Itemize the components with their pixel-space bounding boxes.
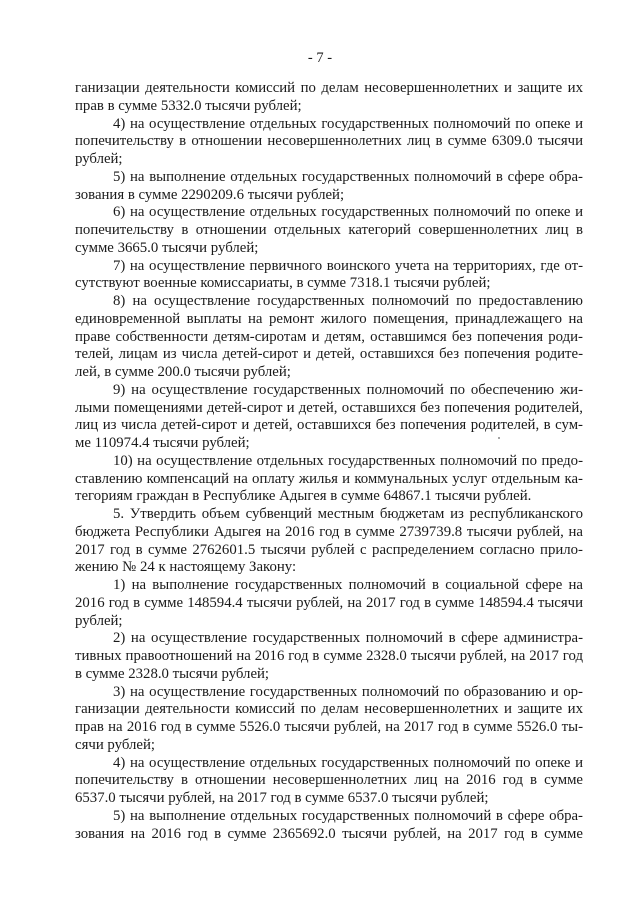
document-body <box>75 80 583 843</box>
text-line: сумме 3665.0 тысячи рублей; <box>75 239 259 256</box>
text-line: в сумме 2328.0 тысячи рублей; <box>75 665 270 682</box>
text-line: жению № 24 к настоящему Закону: <box>75 559 297 576</box>
text-line: 6537.0 тысячи рублей, на 2017 год в сумме 6537.0 тысячи рублей; <box>75 790 489 806</box>
text-line: ме 110974.4 тысячи рублей; <box>75 435 250 451</box>
text-line: 5. Утвердить объем субвенций местным бюджетам из республиканского <box>113 506 583 522</box>
text-line: лиц из числа детей-сирот и детей, оставшихся без попечения родителей, в сум- <box>75 417 583 434</box>
text-line: 5) на выполнение отдельных государственных полномочий в сфере обра- <box>113 168 583 185</box>
page-number: - 7 - <box>307 50 333 66</box>
text-line: 9) на осуществление государственных полномочий по обеспечению жи- <box>113 381 583 398</box>
text-line: 4) на осуществление отдельных государственных полномочий по опеке и <box>113 754 583 771</box>
text-line: 5) на выполнение отдельных государственных полномочий в сфере обра- <box>113 807 583 824</box>
text-line: прав в сумме 5332.0 тысячи рублей; <box>75 97 302 114</box>
text-line: 6) на осуществление отдельных государственных полномочий по опеке и <box>113 204 583 221</box>
text-line: 2) на осуществление государственных полномочий в сфере администра- <box>113 630 583 647</box>
text-line: 8) на осуществление государственных полномочий по предоставлению <box>113 293 583 309</box>
scan-speck <box>498 437 500 439</box>
text-line: рублей; <box>75 612 123 629</box>
text-line: тегориям граждан в Республике Адыгея в сумме 64867.1 тысячи рублей. <box>75 488 532 505</box>
text-line: лыми помещениями детей-сирот и детей, оставшихся без попечения родителей, <box>75 399 583 416</box>
text-line: 7) на осуществление первичного воинского учета на территориях, где от- <box>113 257 583 274</box>
text-line: зования в сумме 2290209.6 тысячи рублей; <box>75 186 345 203</box>
text-line: 1) на выполнение государственных полномочий в социальной сфере на <box>113 577 583 593</box>
text-line: лей, в сумме 200.0 тысячи рублей; <box>75 364 291 380</box>
text-line: зования на 2016 год в сумме 2365692.0 тысячи рублей, на 2017 год в сумме <box>75 825 583 842</box>
text-line: попечительству в отношении несовершеннолетних лиц в сумме 6309.0 тысячи <box>75 133 583 150</box>
text-line: тивных правоотношений на 2016 год в сумме 2328.0 тысячи рублей, на 2017 год <box>75 648 583 664</box>
text-line: ставлению компенсаций на оплату жилья и коммунальных услуг отдельным ка- <box>75 470 583 487</box>
text-line: 2017 год в сумме 2762601.5 тысячи рублей с распределением согласно прило- <box>75 541 583 558</box>
text-line: бюджета Республики Адыгея на 2016 год в сумме 2739739.8 тысячи рублей, на <box>75 523 583 540</box>
text-line: попечительству в отношении несовершеннолетних лиц на 2016 год в сумме <box>75 772 583 789</box>
text-line: прав на 2016 год в сумме 5526.0 тысячи рублей, на 2017 год в сумме 5526.0 ты- <box>75 719 583 735</box>
text-line: ганизации деятельности комиссий по делам несовершеннолетних и защите их <box>75 80 583 96</box>
text-line: ганизации деятельности комиссий по делам несовершеннолетних и защите их <box>75 701 583 718</box>
text-line: 10) на осуществление отдельных государственных полномочий по предо- <box>113 452 583 469</box>
text-line: 4) на осуществление отдельных государственных полномочий по опеке и <box>113 115 583 132</box>
text-line: 2016 год в сумме 148594.4 тысячи рублей, на 2017 год в сумме 148594.4 тысячи <box>75 594 583 611</box>
text-line: единовременной выплаты на ремонт жилого помещения, принадлежащего на <box>75 310 583 327</box>
text-line: попечительству в отношении отдельных категорий совершеннолетних лиц в <box>75 222 583 238</box>
text-line: телей, лицам из числа детей-сирот и детей, оставшихся без попечения родите- <box>75 346 583 363</box>
text-line: 3) на осуществление государственных полномочий по образованию и ор- <box>113 683 583 700</box>
text-line: сячи рублей; <box>75 736 155 753</box>
text-line: рублей; <box>75 151 123 167</box>
text-line: сутствуют военные комиссариаты, в сумме 7318.1 тысячи рублей; <box>75 275 491 292</box>
text-line: праве собственности детям-сиротам и детям, оставшимся без попечения роди- <box>75 328 583 345</box>
